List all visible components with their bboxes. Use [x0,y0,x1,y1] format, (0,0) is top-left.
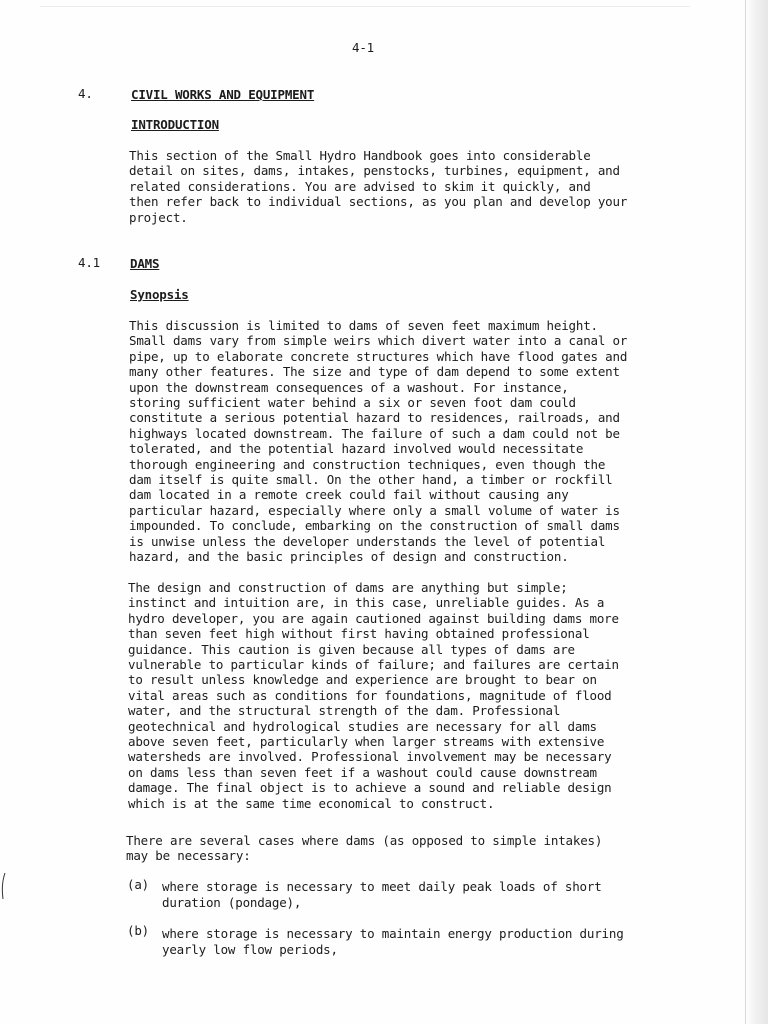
scan-top-line [40,6,690,7]
list-item-a-text: where storage is necessary to meet daily peak loads of short duration (pondage), [162,879,602,910]
synopsis-heading: Synopsis [130,287,189,302]
section-title: CIVIL WORKS AND EQUIPMENT [131,87,315,102]
synopsis-paragraph-1: This discussion is limited to dams of seven feet maximum height. Small dams vary from simple weirs which divert water into a canal or pipe, up to elaborate concrete structures which have flood gates and many other features. The size and type of dam depend to some extent upon the downstream consequences of a washout. For instance, storing sufficient water behind a six or seven foot dam could constitute a serious potential hazard to residences, railroads, and highways located downstream. The failure of such a dam could not be tolerated, and the potential hazard involved would necessitate thorough engineering and construction techniques, even though the dam itself is quite small. On the other hand, a timber or rockfill dam located in a remote creek could fail without causing any particular hazard, especially where only a small volume of water is impounded. To conclude, embarking on the construction of small dams is unwise unless the developer understands the level of potential hazard, and the basic principles of design and construction. [129,318,628,565]
subsection-title: DAMS [130,256,160,271]
introduction-paragraph: This section of the Small Hydro Handbook goes into considerable detail on sites, dams, intakes, penstocks, turbines, equipment, and related considerations. You are advised to skim it quickly, and then refer back to individual sections, as you plan and develop your project. [129,148,628,225]
synopsis-paragraph-2: The design and construction of dams are anything but simple; instinct and intuition are, in this case, unreliable guides. As a hydro developer, you are again cautioned against building dams more than seven feet high without first having obtained professional guidance. This caution is given because all types of dams are vulnerable to particular kinds of failure; and failures are certain to result unless knowledge and experience are brought to bear on vital areas such as conditions for foundations, magnitude of flood water, and the structural strength of the dam. Professional geotechnical and hydrological studies are necessary for all dams above seven feet, particularly when larger streams with extensive watersheds are involved. Professional involvement may be necessary on dams less than seven feet if a washout could cause downstream damage. The final object is to achieve a sound and reliable design which is at the same time economical to construct. [128,580,619,811]
subsection-number: 4.1 [78,255,100,270]
page-number: 4-1 [352,40,374,55]
margin-pen-mark [0,872,6,900]
list-item-a-marker: (a) [127,877,149,892]
section-number: 4. [78,86,93,101]
introduction-heading: INTRODUCTION [131,117,219,132]
list-item-b-marker: (b) [127,923,149,938]
synopsis-paragraph-3: There are several cases where dams (as opposed to simple intakes) may be necessary: [126,833,603,864]
list-item-b-text: where storage is necessary to maintain energy production during yearly low flow periods, [162,926,624,957]
scan-right-edge [746,0,768,1024]
